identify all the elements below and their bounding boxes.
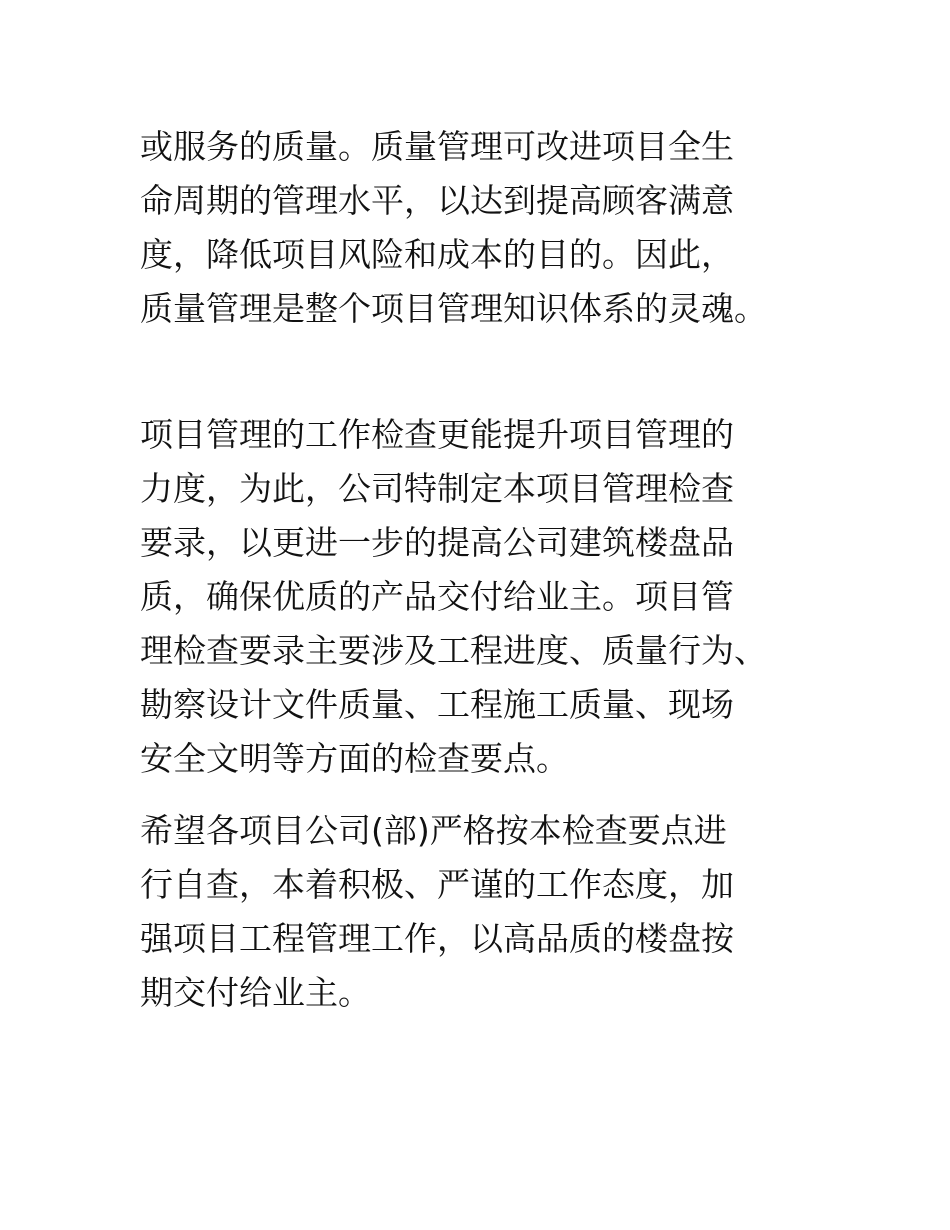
text-line: 理检查要录主要涉及工程进度、质量行为、 (140, 631, 767, 670)
text-line: 项目管理的工作检查更能提升项目管理的 (140, 415, 734, 454)
text-line: 或服务的质量。质量管理可改进项目全生 (140, 127, 734, 166)
text-line: 期交付给业主。 (140, 973, 371, 1012)
text-line: 质，确保优质的产品交付给业主。项目管 (140, 577, 734, 616)
text-line: 质量管理是整个项目管理知识体系的灵魂。 (140, 289, 767, 328)
paragraph-expectation (140, 804, 840, 1020)
text-line: 命周期的管理水平，以达到提高顾客满意 (140, 181, 734, 220)
text-line: 要录，以更进一步的提高公司建筑楼盘品 (140, 523, 734, 562)
text-line: 力度，为此，公司特制定本项目管理检查 (140, 469, 734, 508)
text-line: 强项目工程管理工作，以高品质的楼盘按 (140, 919, 734, 958)
text-line: 希望各项目公司(部)严格按本检查要点进 (140, 811, 727, 850)
text-line: 行自查，本着积极、严谨的工作态度，加 (140, 865, 734, 904)
text-line: 勘察设计文件质量、工程施工质量、现场 (140, 685, 734, 724)
text-line: 度，降低项目风险和成本的目的。因此， (140, 235, 734, 274)
paragraph-inspection-purpose (140, 408, 840, 786)
paragraph-quality-management (140, 120, 840, 336)
text-line: 安全文明等方面的检查要点。 (140, 739, 569, 778)
